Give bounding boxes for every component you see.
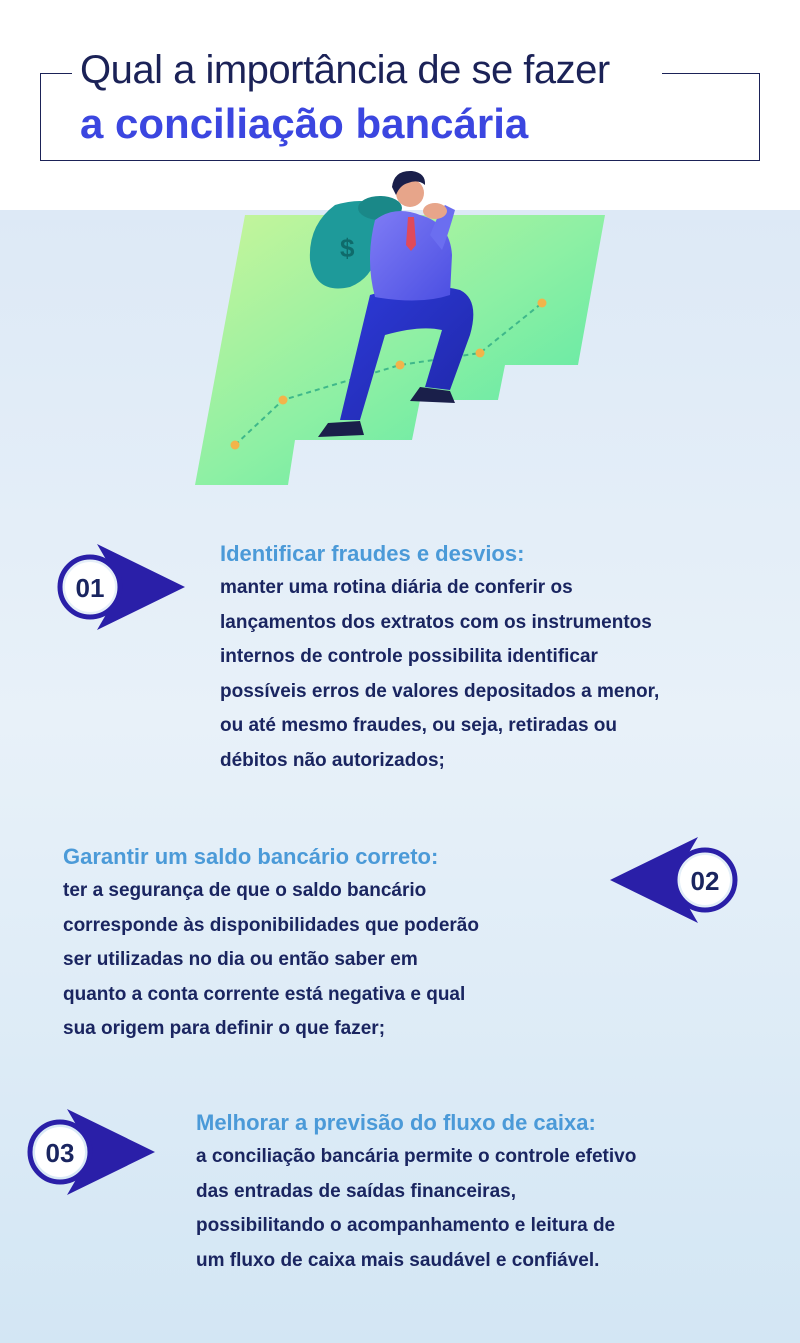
item-line: manter uma rotina diária de conferir os (220, 577, 573, 598)
item-line: a conciliação bancária permite o controle efetivo (196, 1146, 637, 1167)
dollar-sign-icon: $ (340, 233, 355, 263)
item-line: quanto a conta corrente está negativa e qual (63, 983, 466, 1005)
list-item (220, 537, 659, 778)
item-title: Melhorar a previsão do fluxo de caixa: (196, 1110, 596, 1135)
badge-number: 03 (45, 1138, 75, 1168)
number-badge-02 (605, 833, 740, 928)
item-body (220, 571, 659, 778)
page-title-line1: Qual a importância de se fazer (80, 48, 610, 92)
item-line: ou até mesmo fraudes, ou seja, retiradas ou (220, 715, 618, 736)
page-title-line2: a conciliação bancária (80, 100, 529, 147)
number-badge-01 (55, 540, 190, 635)
item-line: das entradas de saídas financeiras, (196, 1180, 516, 1202)
item-title: Identificar fraudes e desvios: (220, 541, 525, 566)
item-line: sua origem para definir o que fazer; (63, 1018, 386, 1039)
item-line: possíveis erros de valores depositados a menor, (220, 680, 660, 702)
badge-number: 02 (690, 866, 720, 896)
item-title: Garantir um saldo bancário correto: (63, 844, 439, 869)
item-line: possibilitando o acompanhamento e leitura de (196, 1215, 616, 1236)
item-body (196, 1140, 636, 1278)
list-item (196, 1106, 636, 1278)
badge-number: 01 (75, 573, 105, 603)
item-line: débitos não autorizados; (220, 749, 445, 771)
item-line: um fluxo de caixa mais saudável e confiável. (196, 1249, 600, 1271)
item-line: ser utilizadas no dia ou então saber em (63, 949, 418, 970)
list-item (63, 840, 479, 1047)
item-line: internos de controle possibilita identificar (220, 646, 598, 667)
man-carrying-money-bag-icon (180, 165, 620, 495)
item-body (63, 874, 479, 1047)
item-line: corresponde às disponibilidades que poderão (63, 914, 479, 936)
item-line: lançamentos dos extratos com os instrumentos (220, 611, 652, 633)
item-line: ter a segurança de que o saldo bancário (63, 880, 427, 901)
number-badge-03 (25, 1105, 160, 1200)
